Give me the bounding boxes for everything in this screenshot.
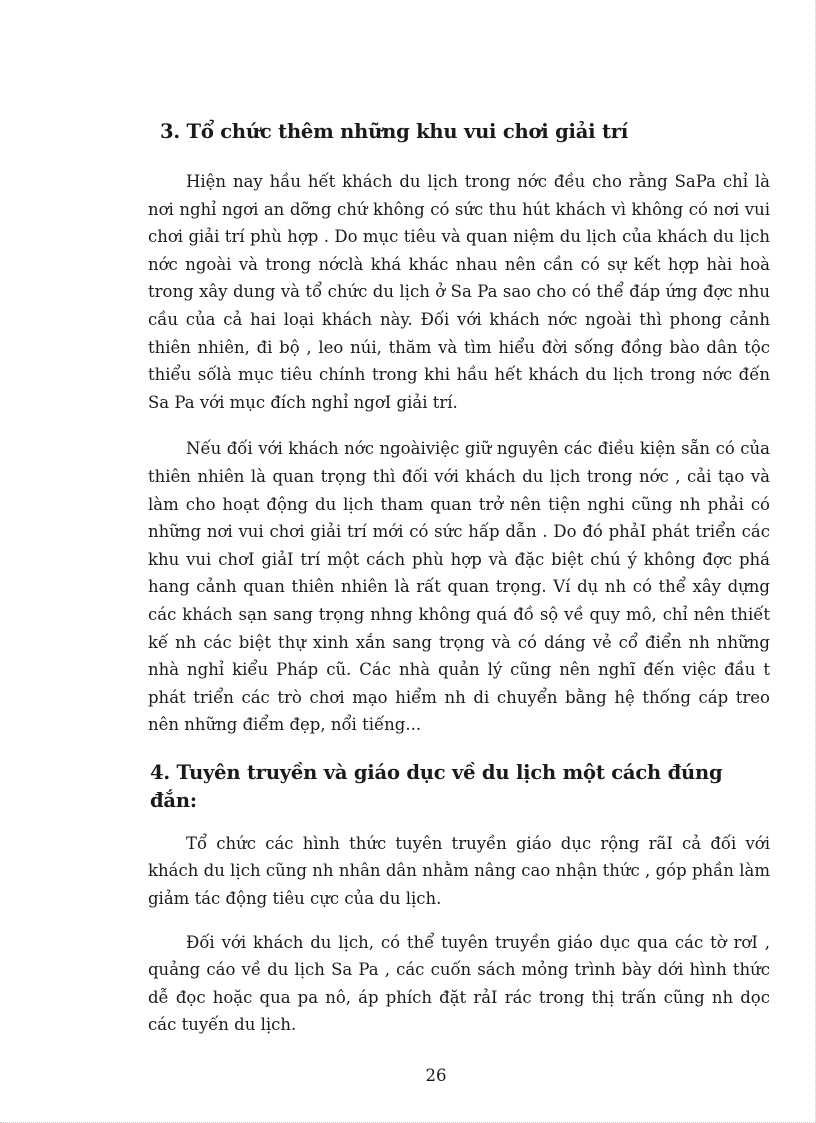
section-4-paragraph-2: Đối với khách du lịch, có thể tuyên truyền giáo dục qua các tờ rơI , quảng cáo về du lịch Sa Pa , các cuốn sách mỏng trình bày dới hình thức dễ đọc hoặc qua pa nô, áp phích đặt rảI rác trong thị trấn cũng nh dọc các tuyến du lịch.: [148, 932, 770, 1035]
section-4-heading: 4. Tuyên truyền và giáo dục về du lịch một cách đúng đắn:: [150, 760, 723, 812]
section-4-paragraph-1: Tổ chức các hình thức tuyên truyền giáo dục rộng rãI cả đối với khách du lịch cũng nh nhân dân nhằm nâng cao nhận thức , góp phần làm giảm tác động tiêu cực của du lịch.: [148, 833, 770, 909]
document-body: [148, 118, 770, 1039]
section-3-heading: 3. Tổ chức thêm những khu vui chơi giải trí: [160, 120, 629, 143]
page-number: 26: [425, 1066, 447, 1085]
section-3-paragraph-2: Nếu đối với khách nớc ngoàiviệc giữ nguyên các điều kiện sẵn có của thiên nhiên là quan trọng thì đối với khách du lịch trong nớc , cải tạo và làm cho hoạt động du lịch tham quan trở nên tiện nghi cũng nh phải có những nơi vui chơi giải trí mới có sức hấp dẫn . Do đó phảI phát triển các khu vui chơI giảI trí một cách phù hợp và đặc biệt chú ý không đợc phá hang cảnh quan thiên nhiên là rất quan trọng. Ví dụ nh có thể xây dựng các khách sạn sang trọng nhng không quá đồ sộ về quy mô, chỉ nên thiết kế nh các biệt thự xinh xắn sang trọng và có dáng vẻ cổ điển nh những nhà nghỉ kiểu Pháp cũ. Các nhà quản lý cũng nên nghĩ đến việc đầu t phát triển các trò chơi mạo hiểm nh di chuyển bằng hệ thống cáp treo nên những điểm đẹp, nổi tiếng...: [148, 439, 770, 735]
section-3-paragraph-1: Hiện nay hầu hết khách du lịch trong nớc đều cho rằng SaPa chỉ là nơi nghỉ ngơi an dỡng chứ không có sức thu hút khách vì không có nơi vui chơi giải trí phù hợp . Do mục tiêu và quan niệm du lịch của khách du lịch nớc ngoài và trong nớclà khá khác nhau nên cần có sự kết hợp hài hoà trong xây dung và tổ chức du lịch ở Sa Pa sao cho có thể đáp ứng đợc nhu cầu của cả hai loại khách này. Đối với khách nớc ngoài thì phong cảnh thiên nhiên, đi bộ , leo núi, thăm và tìm hiểu đời sống đồng bào dân tộc thiểu sốlà mục tiêu chính trong khi hầu hết khách du lịch trong nớc đến Sa Pa với mục đích nghỉ ngơI giải trí.: [148, 172, 770, 412]
